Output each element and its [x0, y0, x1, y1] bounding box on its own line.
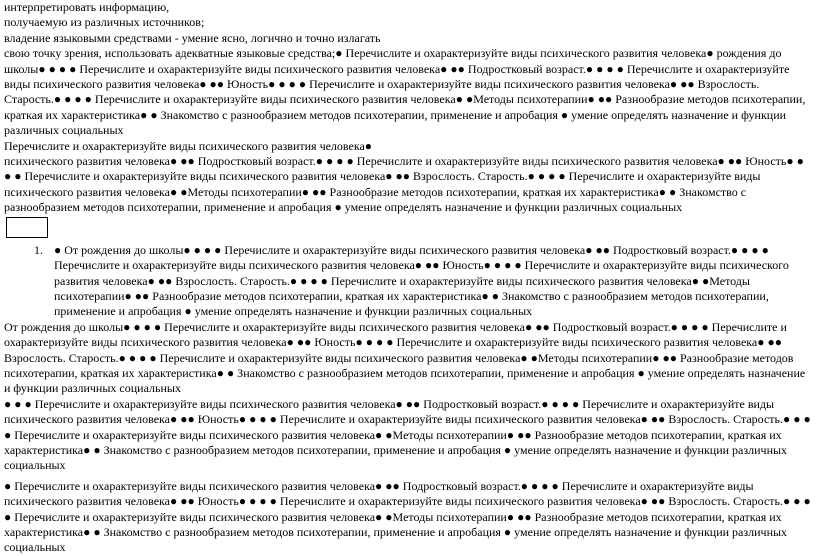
list-number: 1.	[34, 242, 43, 257]
intro-line-2: получаемую из различных источников;	[4, 15, 205, 30]
text-block-2: психического развития человека● ●● Подростковый возраст.● ● ● ● Перечислите и охарактеризуйте виды психического развития человека● ●● Юность● ● ● ● Перечислите и охарактеризуйте виды психического развития человека● ●● Взрослость. Старость.● ● ● ● Перечислите и охарактеризуйте виды психического развития человека● ●Методы психотерапии● ●● Разнообразие методов психотерапии, краткая их характеристика● ● Знакомство с разнообразием методов психотерапии, применение и апробация ● умение определять назначение и функции различных социальных	[4, 154, 804, 215]
empty-box	[6, 217, 48, 238]
text-block-1: свою точку зрения, использовать адекватные языковые средства;● Перечислите и охарактеризуйте виды психического развития человека● рождения до школы● ● ● ● Перечислите и охарактеризуйте виды психического развития человека● ●● Подростковый возраст.● ● ● ● Перечислите и охарактеризуйте виды психического развития человека● ●● Юность● ● ● ● Перечислите и охарактеризуйте виды психического развития человека● ●● Взрослость. Старость.● ● ● ● Перечислите и охарактеризуйте виды психического развития человека● ●Методы психотерапии● ●● Разнообразие методов психотерапии, краткая их характеристика● ● Знакомство с разнообразием методов психотерапии, применение и апробация ● умение определять назначение и функции различных социальных	[4, 46, 806, 138]
intro-line-1: интерпретировать информацию,	[4, 0, 170, 14]
block-2-heading: Перечислите и охарактеризуйте виды психического развития человека●	[4, 138, 373, 153]
text-block-4: ● ● ● Перечислите и охарактеризуйте виды психического развития человека● ●● Подростковый возраст.● ● ● ● Перечислите и охарактеризуйте виды психического развития человека● ●● Юность● ● ● ● Перечислите и охарактеризуйте виды психического развития человека● ●● Взрослость. Старость.● ● ● ● Перечислите и охарактеризуйте виды психического развития человека● ●Методы психотерапии● ●● Разнообразие методов психотерапии, краткая их характеристика● ● Знакомство с разнообразием методов психотерапии, применение и апробация ● умение определять назначение и функции различных социальных	[4, 396, 811, 473]
list-item	[34, 243, 812, 320]
list-item-text: ● От рождения до школы● ● ● ● Перечислите и охарактеризуйте виды психического развития человека● ●● Подростковый возраст.● ● ● ● Перечислите и охарактеризуйте виды психического развития человека● ●● Юность● ● ● ● Перечислите и охарактеризуйте виды психического развития человека● ●● Взрослость. Старость.● ● ● ● Перечислите и охарактеризуйте виды психического развития человека● ●Методы психотерапии● ●● Разнообразие методов психотерапии, краткая их характеристика● ● Знакомство с разнообразием методов психотерапии, применение и апробация ● умение определять назначение и функции различных социальных	[54, 242, 789, 319]
text-block-3: От рождения до школы● ● ● ● Перечислите и охарактеризуйте виды психического развития человека● ●● Подростковый возраст.● ● ● ● Перечислите и охарактеризуйте виды психического развития человека● ●● Юность● ● ● ● Перечислите и охарактеризуйте виды психического развития человека● ●● Взрослость. Старость.● ● ● ● Перечислите и охарактеризуйте виды психического развития человека● ●Методы психотерапии● ●● Разнообразие методов психотерапии, краткая их характеристика● ● Знакомство с разнообразием методов психотерапии, применение и апробация ● умение определять назначение и функции различных социальных	[4, 319, 806, 396]
empty-box-wrapper	[6, 217, 812, 241]
text-block-5: ● Перечислите и охарактеризуйте виды психического развития человека● ●● Подростковый возраст.● ● ● ● Перечислите и охарактеризуйте виды психического развития человека● ●● Юность● ● ● ● Перечислите и охарактеризуйте виды психического развития человека● ●● Взрослость. Старость.● ● ● ● Перечислите и охарактеризуйте виды психического развития человека● ●Методы психотерапии● ●● Разнообразие методов психотерапии, краткая их характеристика● ● Знакомство с разнообразием методов психотерапии, применение и апробация ● умение определять назначение и функции различных социальных	[4, 478, 811, 555]
intro-line-3: владение языковыми средствами - умение ясно, логично и точно излагать	[4, 30, 381, 45]
